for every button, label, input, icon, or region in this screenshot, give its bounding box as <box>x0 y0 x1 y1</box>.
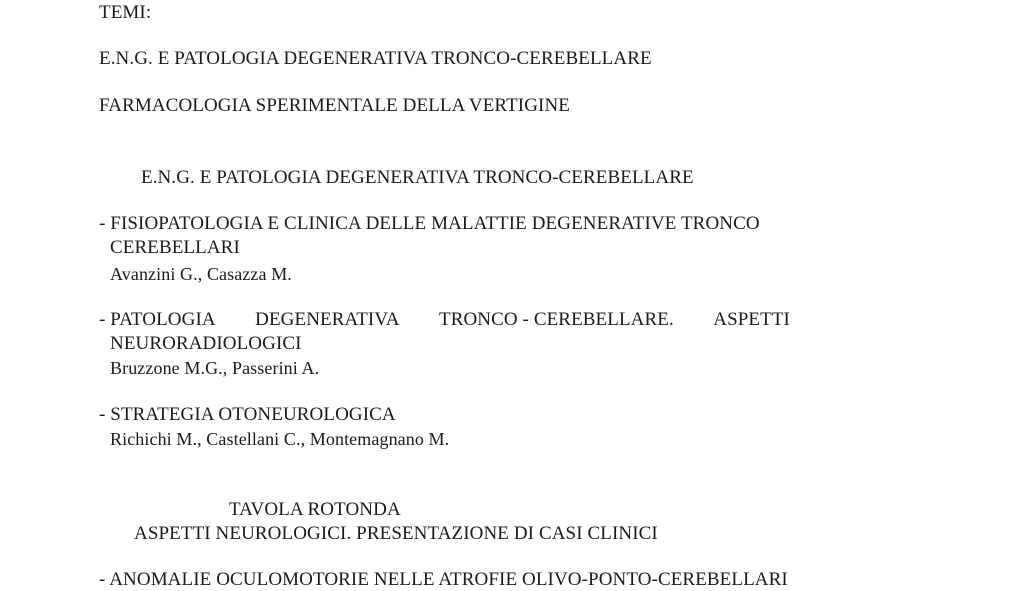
item-1-title-line-2: CEREBELLARI <box>110 237 240 258</box>
item-2-word: ASPETTI <box>713 309 790 330</box>
item-3-title: - STRATEGIA OTONEUROLOGICA <box>99 404 396 425</box>
item-2-title-line-1 <box>99 309 790 331</box>
item-2-word: - PATOLOGIA <box>99 309 216 330</box>
temi-heading: TEMI: <box>99 2 152 23</box>
item-2-word: DEGENERATIVA <box>255 309 400 330</box>
section-2-item: - ANOMALIE OCULOMOTORIE NELLE ATROFIE OLIVO-PONTO-CEREBELLARI <box>99 569 788 590</box>
section-2-subtitle: ASPETTI NEUROLOGICI. PRESENTAZIONE DI CASI CLINICI <box>134 523 658 544</box>
item-2-word: TRONCO - CEREBELLARE. <box>438 309 674 330</box>
item-1-title-line-1: - FISIOPATOLOGIA E CLINICA DELLE MALATTIE DEGENERATIVE TRONCO <box>99 213 760 234</box>
item-3-authors: Richichi M., Castellani C., Montemagnano M. <box>110 429 450 449</box>
item-1-authors: Avanzini G., Casazza M. <box>110 264 292 284</box>
section-1-title: E.N.G. E PATOLOGIA DEGENERATIVA TRONCO-CEREBELLARE <box>141 167 694 188</box>
item-2-title-line-2: NEURORADIOLOGICI <box>110 333 302 354</box>
temi-topic-1: E.N.G. E PATOLOGIA DEGENERATIVA TRONCO-CEREBELLARE <box>99 48 652 69</box>
section-2-title: TAVOLA ROTONDA <box>229 499 401 520</box>
item-2-authors: Bruzzone M.G., Passerini A. <box>110 358 320 378</box>
temi-topic-2: FARMACOLOGIA SPERIMENTALE DELLA VERTIGINE <box>99 95 570 116</box>
